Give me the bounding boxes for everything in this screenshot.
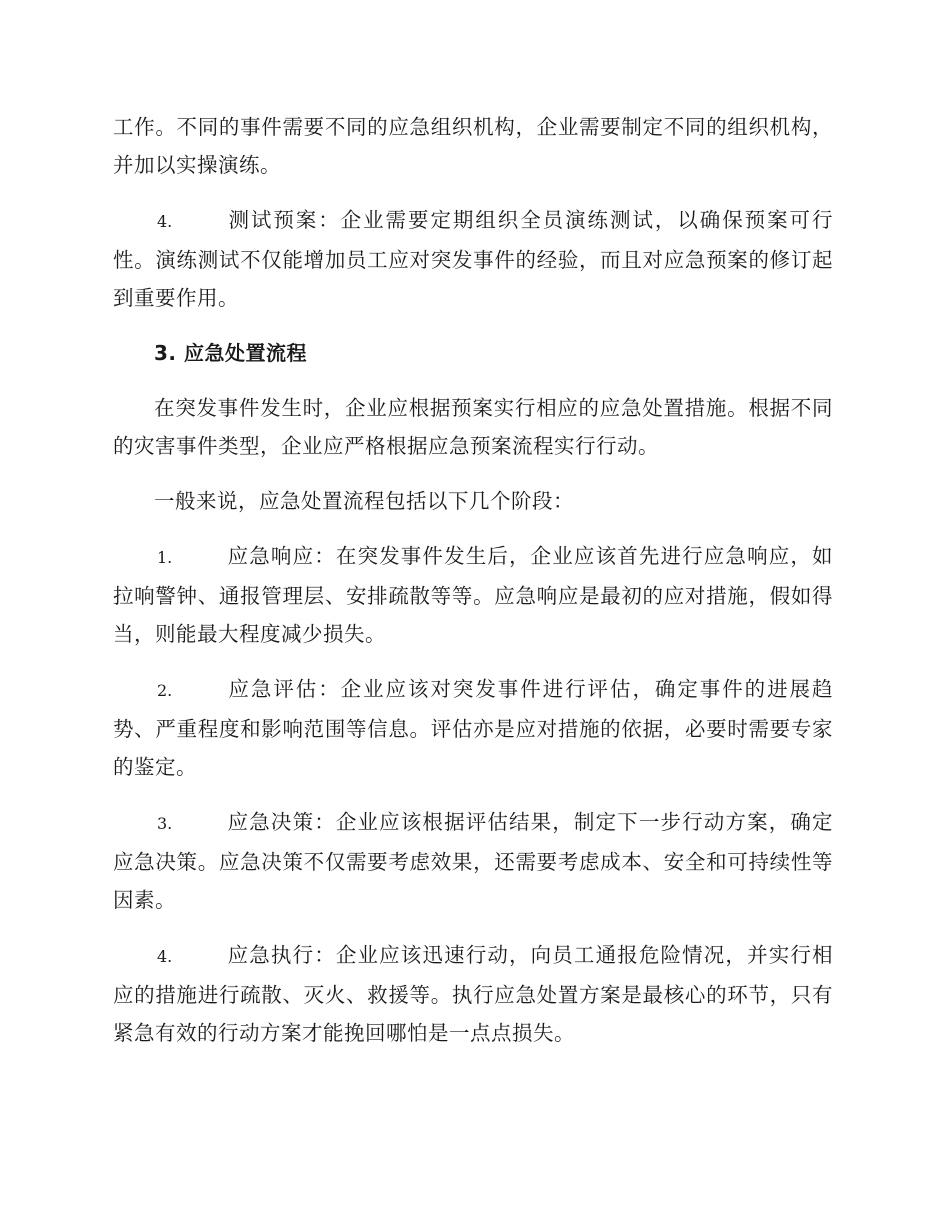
list-item-text: 测试预案：企业需要定期组织全员演练测试，以确保预案可行性。演练测试不仅能增加员工应对突发事件的经验，而且对应急预案的修订起到重要作用。 bbox=[113, 208, 833, 310]
paragraph-2: 一般来说，应急处置流程包括以下几个阶段： bbox=[154, 489, 574, 513]
list-item-text: 应急决策：企业应该根据评估结果，制定下一步行动方案，确定应急决策。应急决策不仅需要考虑效果，还需要考虑成本、安全和可持续性等因素。 bbox=[113, 810, 833, 912]
step-item-4 bbox=[113, 936, 833, 1052]
section-heading: 3. 应急处置流程 bbox=[154, 341, 307, 365]
list-item-text: 应急评估：企业应该对突发事件进行评估，确定事件的进展趋势、严重程度和影响范围等信息。评估亦是应对措施的依据，必要时需要专家的鉴定。 bbox=[113, 677, 833, 779]
list-item-number: 4. bbox=[157, 212, 173, 231]
list-item-text: 应急执行：企业应该迅速行动，向员工通报危险情况，并实行相应的措施进行疏散、灭火、救援等。执行应急处置方案是最核心的环节，只有紧急有效的行动方案才能挽回哪怕是一点点损失。 bbox=[113, 943, 833, 1045]
document-page bbox=[113, 108, 833, 1069]
paragraph-1: 在突发事件发生时，企业应根据预案实行相应的应急处置措施。根据不同的灾害事件类型，企业应严格根据应急预案流程实行行动。 bbox=[113, 396, 833, 458]
list-item-number: 3. bbox=[157, 814, 173, 833]
intro-paragraph: 工作。不同的事件需要不同的应急组织机构，企业需要制定不同的组织机构，并加以实操演练。 bbox=[113, 115, 833, 177]
step-item-1 bbox=[113, 537, 833, 653]
list-item-text: 应急响应：在突发事件发生后，企业应该首先进行应急响应，如拉响警钟、通报管理层、安排疏散等等。应急响应是最初的应对措施，假如得当，则能最大程度减少损失。 bbox=[113, 544, 833, 646]
list-item-number: 2. bbox=[157, 681, 173, 700]
step-item-2 bbox=[113, 670, 833, 786]
prep-list-item-4 bbox=[113, 201, 833, 317]
step-item-3 bbox=[113, 803, 833, 919]
list-item-number: 1. bbox=[157, 548, 173, 567]
list-item-number: 4. bbox=[157, 947, 173, 966]
